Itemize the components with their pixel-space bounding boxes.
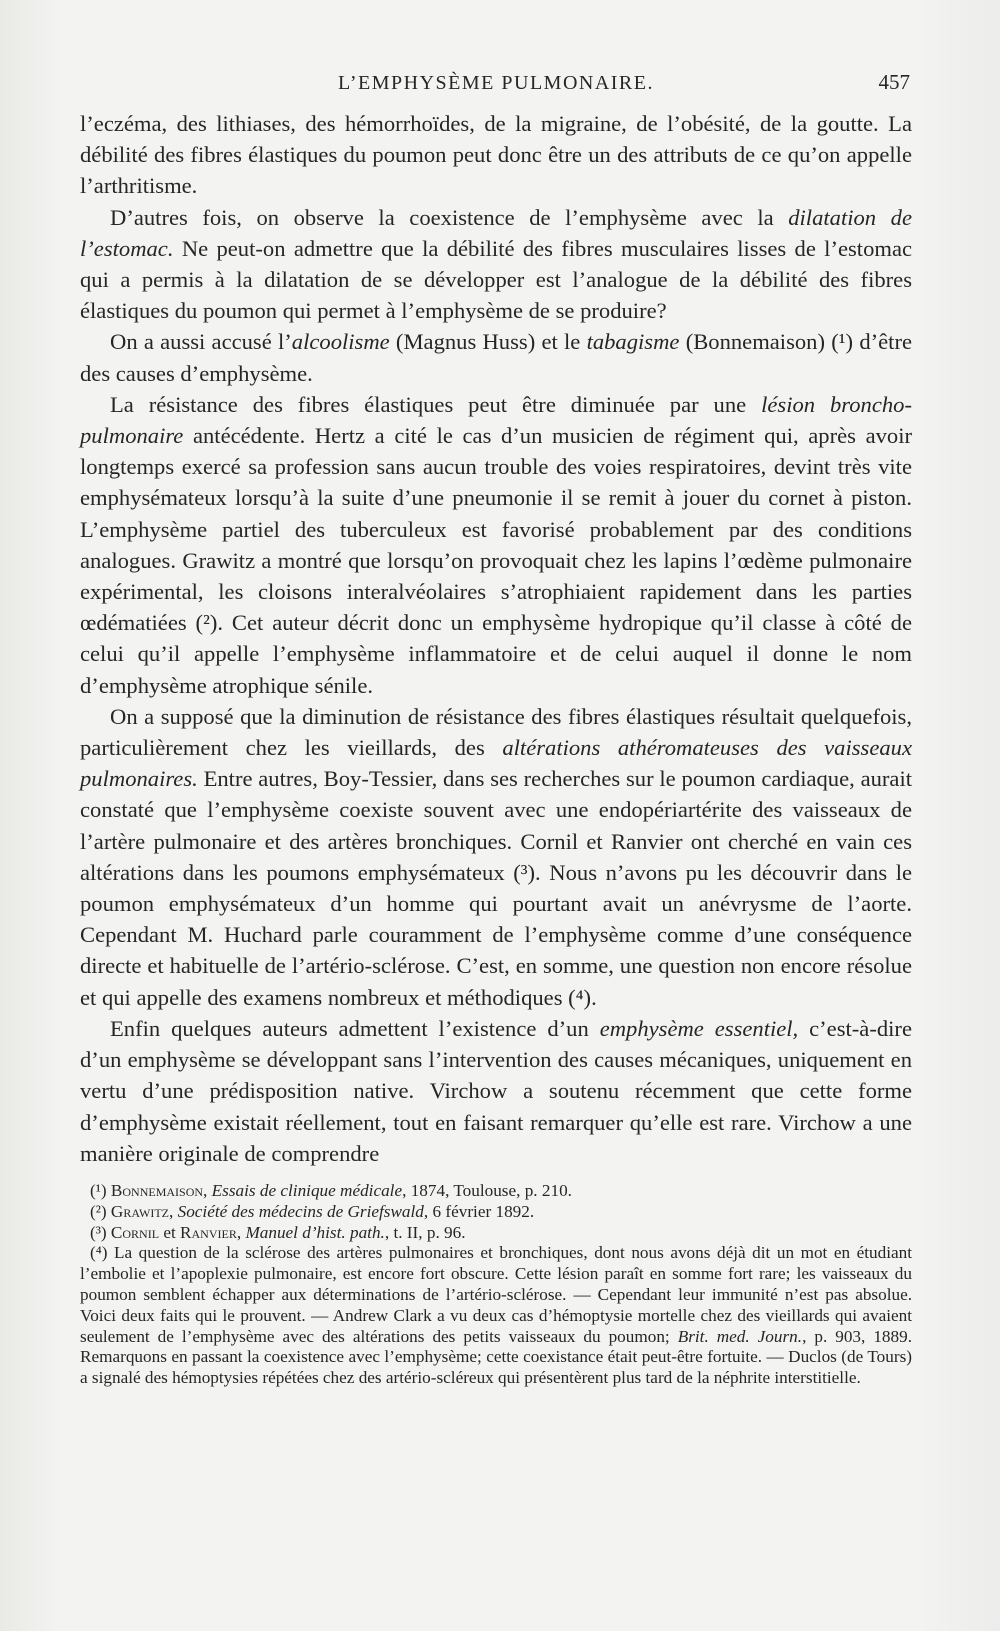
footnote-ref-1: (¹): [831, 329, 854, 355]
footnotes: [80, 1181, 912, 1389]
footnote-4: (⁴) La question de la sclérose des artères pulmonaires et bronchiques, dont nous avons déjà dit un mot en étudiant l’embolie et l’apoplexie pulmonaire, est encore fort obscure. Cette lésion paraît en somme fort rare; les vaisseaux du poumon semblent échapper aux déterminations de l’artério-sclérose. — Cependant leur immunité n’est pas absolue. Voici deux faits qui le prouvent. — Andrew Clark a vu deux cas d’hémoptysie mortelle chez des vieillards qui avaient seulement de l’emphysème avec des altérations des petits vaisseaux du poumon; Brit. med. Journ., p. 903, 1889. Remarquons en passant la coexistence avec l’emphysème; cette coexistance était peut-être fortuite. — Duclos (de Tours) a signalé des hémoptysies répétées chez des artério-scléreux qui présentèrent plus tard de la néphrite interstitielle.: [80, 1243, 912, 1388]
footnote-2: (²) Grawitz, Société des médecins de Griefswald, 6 février 1892.: [90, 1201, 535, 1221]
footnote-ref-4: (⁴): [568, 984, 592, 1010]
paragraph-2: D’autres fois, on observe la coexistence de l’emphysème avec la dilatation de l’estomac. Ne peut-on admettre que la débilité des fibres musculaires lisses de l’estomac qui a permis à la dilatation de se développer est l’analogue de la débilité des fibres élastiques du poumon qui permet à l’emphysème de se produire?: [80, 204, 912, 324]
footnote-1: (¹) Bonnemaison, Essais de clinique médicale, 1874, Toulouse, p. 210.: [90, 1181, 572, 1200]
page-number: 457: [878, 70, 910, 94]
footnote-ref-2: (²): [195, 610, 218, 636]
page-header: [80, 70, 912, 100]
footnote-ref-3: (³): [513, 859, 536, 885]
paragraph-6: Enfin quelques auteurs admettent l’existence d’un emphysème essentiel, c’est-à-dire d’un emphysème se développant sans l’intervention des causes mécaniques, uniquement en vertu d’une prédisposition native. Virchow a soutenu récemment que cette forme d’emphysème existait réellement, tout en faisant remarquer qu’elle est rare. Virchow a une manière originale de comprendre: [80, 1015, 912, 1166]
running-title: L’EMPHYSÈME PULMONAIRE.: [337, 72, 654, 94]
paragraph-1: l’eczéma, des lithiases, des hémorrhoïdes, de la migraine, de l’obésité, de la goutte. La débilité des fibres élastiques du poumon peut donc être un des attributs de ce qu’on appelle l’arthritisme.: [80, 111, 912, 199]
body-text: [80, 108, 912, 1169]
footnote-3: (³) Cornil et Ranvier, Manuel d’hist. path., t. II, p. 96.: [90, 1222, 466, 1242]
paragraph-3: On a aussi accusé l’alcoolisme (Magnus Huss) et le tabagisme (Bonnemaison) (¹) d’être des causes d’emphysème.: [80, 329, 912, 386]
paragraph-4: La résistance des fibres élastiques peut être diminuée par une lésion broncho-pulmonaire antécédente. Hertz a cité le cas d’un musicien de régiment qui, après avoir longtemps exercé sa profession sans aucun trouble des voies respiratoires, devint très vite emphysémateux lorsqu’à la suite d’une pneumonie il se remit à jouer du cornet à piston. L’emphysème partiel des tuberculeux est favorisé probablement par des conditions analogues. Grawitz a montré que lorsqu’on provoquait chez les lapins l’œdème pulmonaire expérimental, les cloisons interalvéolaires s’atrophiaient rapidement dans les parties œdématiées (²). Cet auteur décrit donc un emphysème hydropique qu’il classe à côté de celui qu’il appelle l’emphysème inflammatoire et de celui auquel il donne le nom d’emphysème atrophique sénile.: [80, 391, 912, 698]
paragraph-5: On a supposé que la diminution de résistance des fibres élastiques résultait quelquefois, particulièrement chez les vieillards, des altérations athéromateuses des vaisseaux pulmonaires. Entre autres, Boy-Tessier, dans ses recherches sur le poumon cardiaque, aurait constaté que l’emphysème coexiste souvent avec une endopériartérite des vaisseaux de l’artère pulmonaire et des artères bronchiques. Cornil et Ranvier ont cherché en vain ces altérations dans les poumons emphysémateux (³). Nous n’avons pu les découvrir dans le poumon emphysémateux d’un homme qui pourtant avait un anévrysme de l’aorte. Cependant M. Huchard parle couramment de l’emphysème comme d’une conséquence directe et habituelle de l’artério-sclérose. C’est, en somme, une question non encore résolue et qui appelle des examens nombreux et méthodiques (⁴).: [80, 703, 913, 1010]
